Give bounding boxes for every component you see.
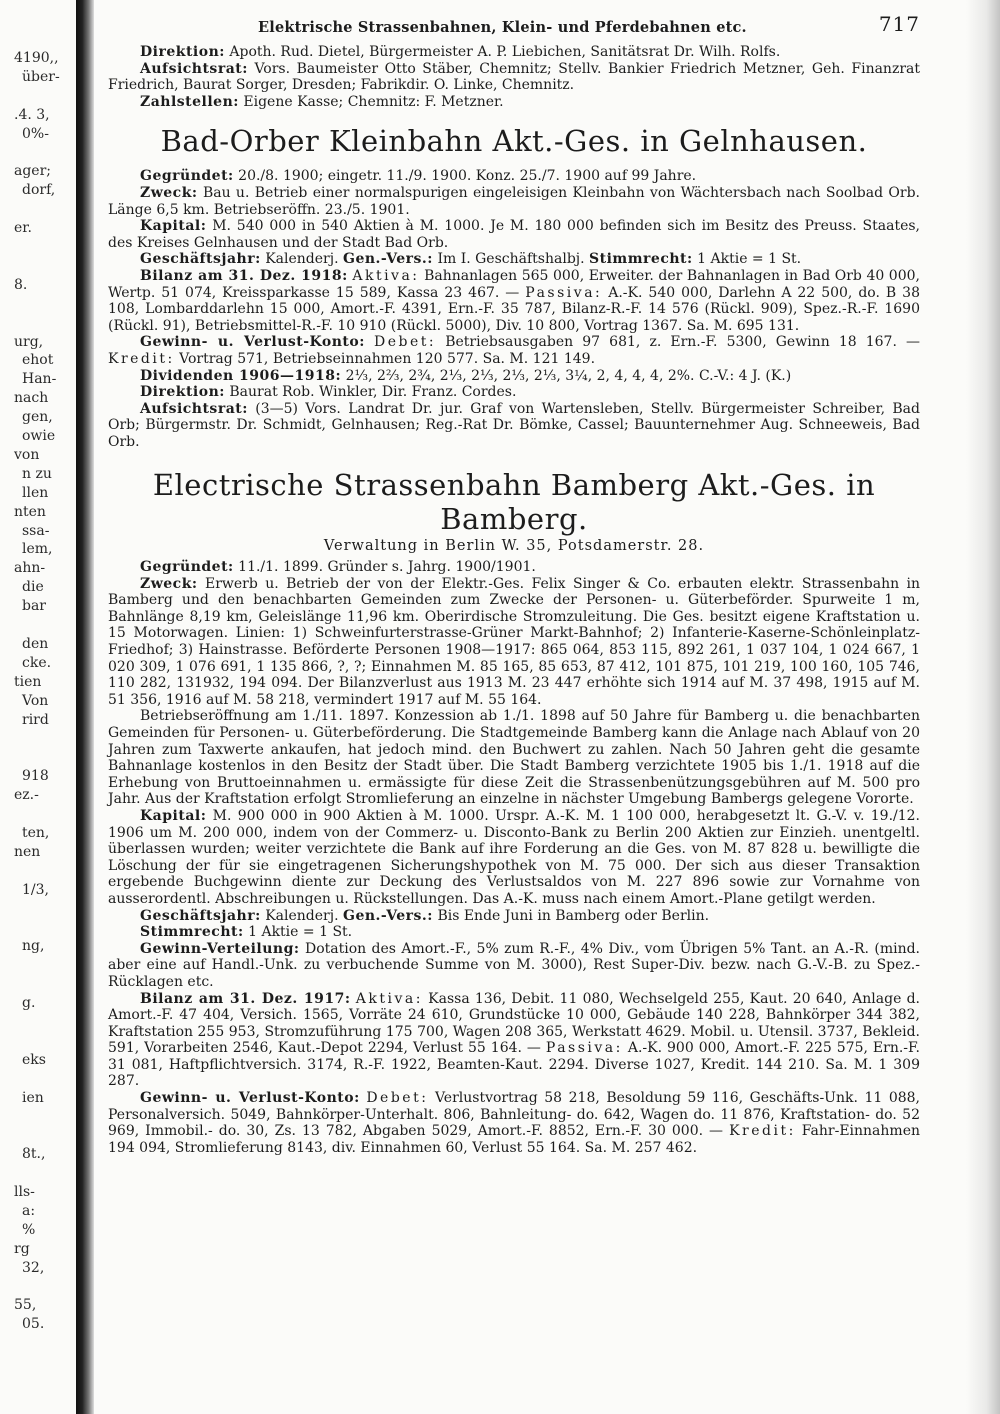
gen-vers-label: Gen.-Vers.: [342, 907, 433, 924]
margin-fragment: bar [22, 598, 47, 615]
margin-fragment: rg [14, 1240, 30, 1257]
kredit-text: Vortrag 571, Betriebseinnahmen 120 577. Sa. M. 121 149. [179, 350, 596, 367]
gegruendet-label: Gegründet: [140, 559, 234, 576]
direktion-label: Direktion: [140, 44, 225, 60]
debet-text: Verlustvortrag 58 218, Besoldung 59 116, Geschäfts-Unk. 11 088, Personalversich. 5049, Bahnkörper-Unterhalt. 806, Bahnleitung- do. 642, Wagen do. 11 876, Kraftstation- do. 52 969, Immobil.- do. 30, Zs. 13 782, Abgaben 5029, Amort.-F. 8852, Ern.-F. 30 000. — [108, 1090, 920, 1140]
kapital-label: Kapital: [140, 218, 207, 235]
margin-fragment: ten, [22, 824, 50, 841]
gewinn-verlust-label: Gewinn- u. Verlust-Konto: [140, 1090, 360, 1107]
margin-fragment: dorf, [22, 182, 56, 199]
direktion-label: Direktion: [140, 384, 225, 401]
passiva-text: A.-K. 900 000, Amort.-F. 225 575, Ern.-F. 31 081, Haftpflichtversich. 3174, R.-F. 1922, Beamten-Kaut. 2294. Diverse 1027, Kredit. 144 210. Sa. M. 1 309 287. [108, 1040, 921, 1090]
margin-fragment: lls- [14, 1184, 35, 1200]
margin-fragment: ahn- [14, 560, 46, 577]
geschaeftsjahr-text: Kalenderj. [265, 251, 339, 268]
facing-page-margin [0, 0, 72, 1414]
geschaeftsjahr-label: Geschäftsjahr: [140, 251, 261, 268]
aufsichtsrat-label: Aufsichtsrat: [140, 400, 248, 417]
margin-fragment: rird [22, 711, 49, 728]
kapital-text: M. 900 000 in 900 Aktien à M. 1000. Urspr. A.-K. M. 1 100 000, herabgesetzt lt. G.-V. v. 19./12. 1906 um M. 200 000, indem von der Commerz- u. Disconto-Bank zu Berlin 200 Aktien zur Einzieh. unentgeltl. überlassen wurden; weiter verzichtete die Bank auf ihre Forderung an die Ges. von M. 87 828 u. bewilligte die Löschung der für sie eingetragenen Sicherungshypothek von M. 75 000. Der sich aus dieser Transaktion ergebende Buchgewinn diente zur Deckung des Verlustsaldos von M. 227 896 sowie zur Vornahme von ausserordentl. Abschreibungen u. Rückstellungen. Das A.-K. muss nach einem Amort.-Plane getilgt werden. [108, 807, 921, 907]
margin-fragment: .4. 3, [14, 106, 50, 123]
company-entry-bad-orber [108, 168, 920, 450]
debet-text: Betriebsausgaben 97 681, z. Ern.-F. 5300, Gewinn 18 167. — [445, 334, 921, 351]
margin-fragment: den [22, 635, 49, 652]
aufsichtsrat-text: (3—5) Vors. Landrat Dr. jur. Graf von Wartensleben, Stellv. Bürgermeister Schreiber, Bad Orb; Bürgermstr. Dr. Schmidt, Gelnhausen; Reg.-Rat Dr. Bömke, Cassel; Bauunternehmer Aug. Schneeweis, Bad Orb. [108, 400, 920, 450]
zahlstellen-label: Zahlstellen: [140, 93, 239, 110]
passiva-label: Passiva: [545, 1040, 623, 1057]
company-title-bad-orber: Bad-Orber Kleinbahn Akt.-Ges. in Gelnhausen. [160, 124, 868, 159]
zweck-label: Zweck: [140, 184, 198, 201]
margin-fragment: ehot [22, 352, 54, 369]
margin-fragment: über- [22, 68, 60, 85]
zahlstellen-text: Eigene Kasse; Chemnitz: F. Metzner. [243, 93, 504, 110]
margin-fragment: ien [22, 1089, 44, 1106]
margin-fragment: Han- [22, 371, 57, 388]
stimmrecht-text: 1 Aktie = 1 St. [248, 924, 353, 941]
gen-vers-label: Gen.-Vers.: [342, 251, 433, 268]
running-title: Elektrische Strassenbahnen, Klein- und Pferdebahnen etc. [258, 19, 747, 36]
kredit-label: Kredit: [729, 1123, 796, 1140]
margin-fragment: von [14, 446, 40, 463]
margin-fragment: ez.- [14, 787, 39, 804]
margin-fragment: 0%- [22, 125, 49, 142]
gen-vers-text: Im I. Geschäftshalbj. [437, 251, 585, 268]
stimmrecht-text: 1 Aktie = 1 St. [697, 251, 802, 268]
margin-fragment: 1/3, [22, 881, 49, 898]
page-number: 717 [878, 12, 920, 36]
company-entry-bamberg [108, 559, 920, 1156]
geschaeftsjahr-text: Kalenderj. [265, 907, 339, 924]
margin-fragment: Von [22, 692, 49, 709]
gewinn-verteilung-text: Dotation des Amort.-F., 5% zum R.-F., 4% Div., vom Übrigen 5% Tant. an A.-R. (mind. aber eine auf Handl.-Unk. zu verbuchende Summe von M. 3000), Rest Super-Div. bezw. nach G.-V.-B. zu Spez.-Rücklagen etc. [108, 940, 921, 990]
kapital-text: M. 540 000 in 540 Aktien à M. 1000. Je M. 180 000 befinden sich im Besitz des Preuss. Staates, des Kreises Gelnhausen und der Stadt Bad Orb. [108, 218, 920, 251]
margin-fragment: 8t., [22, 1146, 46, 1163]
margin-fragment: ssa- [22, 522, 50, 539]
direktion-text: Apoth. Rud. Dietel, Bürgermeister A. P. Liebichen, Sanitätsrat Dr. Wilh. Rolfs. [229, 44, 781, 60]
stimmrecht-label: Stimmrecht: [140, 924, 244, 941]
gewinn-verteilung-label: Gewinn-Verteilung: [140, 940, 300, 957]
aufsichtsrat-text: Vors. Baumeister Otto Stäber, Chemnitz; Stellv. Bankier Friedrich Metzner, Geh. Finanzrat Friedrich, Baurat Sorger, Dresden; Fabrikdir. O. Linke, Chemnitz. [108, 60, 920, 94]
page-header [108, 14, 920, 44]
zweck-label: Zweck: [140, 575, 198, 592]
page-edge-shadow [966, 0, 1000, 1414]
margin-fragment: cke. [22, 654, 52, 671]
passiva-text: A.-K. 540 000, Darlehn A 22 500, do. B 38 108, Lombarddarlehn 15 000, Amort.-F. 4391, Ern.-F. 35 787, Bilanz-R.-F. 14 576 (Rückl. 909), Spez.-R.-F. 1690 (Rückl. 91), Betriebsmittel-R.-F. 10 910 (Rückl. 5000), Div. 10 800, Vortrag 1367. Sa. M. 695 131. [108, 284, 920, 334]
previous-entry-tail [108, 44, 920, 110]
aufsichtsrat-label: Aufsichtsrat: [140, 60, 248, 77]
kredit-text: Fahr-Einnahmen 194 094, Stromlieferung 8143, div. Einnahmen 60, Verlust 55 164. Sa. M. 257 462. [108, 1123, 921, 1156]
margin-fragment: 32, [22, 1259, 45, 1276]
kredit-label: Kredit: [108, 350, 175, 367]
margin-fragment: 8. [14, 276, 28, 293]
gen-vers-text: Bis Ende Juni in Bamberg oder Berlin. [437, 907, 710, 924]
zweck-text: Bau u. Betrieb einer normalspurigen eingeleisigen Kleinbahn von Wächtersbach nach Soolbad Orb. Länge 6,5 km. Betriebseröffn. 23./5. 1901. [108, 184, 921, 218]
margin-fragment: % [22, 1221, 36, 1238]
company-title-bamberg: Electrische Strassenbahn Bamberg Akt.-Ges. in Bamberg. [152, 468, 876, 537]
margin-fragment: eks [22, 1051, 46, 1068]
kapital-label: Kapital: [140, 807, 207, 824]
margin-fragment: nach [14, 390, 49, 407]
margin-fragment: owie [22, 428, 56, 444]
bilanz-label: Bilanz am 31. Dez. 1918: [140, 267, 348, 284]
margin-fragment: tien [14, 673, 42, 690]
margin-fragment: nten [14, 503, 46, 520]
margin-fragment: lem, [22, 541, 53, 558]
aktiva-text: Kassa 136, Debit. 11 080, Wechselgeld 255, Kaut. 20 640, Anlage d. Amort.-F. 47 404, Versich. 1565, Vorräte 24 610, Grundstücke 10 000, Gebäude 140 228, Bahnkörper 344 382, Kraftstation 255 953, Stromzuführung 175 700, Wagen 208 365, Werkstatt 4629. Mobil. u. Utensil. 3737, Bekleid. 591, Vorarbeiten 2546, Kaut.-Depot 2294, Verlust 55 164. — [108, 990, 921, 1057]
margin-fragment: 4190,, [14, 50, 59, 66]
gegruendet-text: 20./8. 1900; eingetr. 11./9. 1900. Konz. 25./7. 1900 auf 99 Jahre. [238, 168, 697, 185]
zweck-text: Erwerb u. Betrieb der von der Elektr.-Ges. Felix Singer & Co. erbauten elektr. Strassenbahn in Bamberg und den benachbarten Gemeinden zum Zwecke der Personen- u. Güterbeförder. Spurweite 1 m, Bahnlänge 8,19 km, Geleislänge 11,96 km. Oberirdische Stromzuleitung. Die Ges. besitzt eigene Kraftstation u. 15 Motorwagen. Linien: 1) Schweinfurterstrasse-Grüner Markt-Bahnhof; 2) Infanterie-Kaserne-Schönleinplatz-Friedhof; 3) Hainstrasse. Beförderte Personen 1908—1917: 865 064, 853 115, 892 261, 1 037 104, 1 024 667, 1 020 309, 1 076 691, 1 135 866, ?, ?; Einnahmen M. 85 165, 85 653, 87 412, 101 875, 101 219, 100 160, 105 746, 110 282, 131932, 194 094. Der Bilanzverlust aus 1913 M. 23 447 erhöhte sich 1914 auf M. 37 498, 1915 auf M. 51 356, 1916 auf M. 58 218, vermindert 1917 auf M. 55 164. [108, 575, 920, 708]
direktion-text: Baurat Rob. Winkler, Dir. Franz. Cordes. [229, 384, 517, 401]
stimmrecht-label: Stimmrecht: [589, 251, 693, 268]
margin-fragment: die [22, 579, 44, 596]
company-subtitle-bamberg: Verwaltung in Berlin W. 35, Potsdamerstr. 28. [323, 538, 705, 555]
bilanz-label: Bilanz am 31. Dez. 1917: [140, 990, 351, 1007]
aktiva-label: Aktiva: [355, 990, 423, 1007]
gewinn-verlust-label: Gewinn- u. Verlust-Konto: [140, 334, 365, 351]
margin-fragment: urg, [14, 333, 44, 350]
konzession-text: Betriebseröffnung am 1./11. 1897. Konzession ab 1./1. 1898 auf 50 Jahre für Bamberg u. die benachbarten Gemeinden für Personen- u. Güterbeförderung. Die Stadtgemeinde Bamberg kann die Anlage nach Ablauf von 20 Jahren zum Taxwerte ankaufen, hat jedoch mind. den Buchwert zu zahlen. Nach 50 Jahren geht die gesamte Bahnanlage kostenlos in den Besitz der Stadt über. Die Stadt Bamberg verzichtete 1905 bis 1./1. 1918 auf die Erhebung von Bruttoeinnahmen u. ermässigte für diese Zeit die Strassenbenützungsgebühren auf M. 500 pro Jahr. Aus der Kraftstation erfolgt Stromlieferung an einzelne in nächster Umgebung Bambergs gelegene Vororte. [108, 708, 920, 808]
dividenden-text: 2⅓, 2⅔, 2¾, 2⅓, 2⅓, 2⅓, 2⅓, 3¼, 2, 4, 4, 4, 2%. C.-V.: 4 J. (K.) [345, 367, 792, 384]
gegruendet-text: 11./1. 1899. Gründer s. Jahrg. 1900/1901. [238, 559, 536, 576]
page-gutter-shadow [76, 0, 94, 1414]
page-content [108, 14, 920, 1156]
geschaeftsjahr-label: Geschäftsjahr: [140, 907, 261, 924]
aktiva-text: Bahnanlagen 565 000, Erweiter. der Bahnanlagen in Bad Orb 40 000, Wertp. 51 074, Kreissparkasse 15 589, Kassa 23 467. — [108, 267, 920, 301]
margin-fragment: a: [22, 1202, 36, 1219]
dividenden-label: Dividenden 1906—1918: [140, 367, 342, 384]
margin-fragment: 05. [22, 1316, 45, 1333]
margin-fragment: nen [14, 843, 41, 860]
passiva-label: Passiva: [525, 284, 603, 301]
margin-fragment: ager; [14, 163, 52, 180]
margin-fragment: g. [22, 995, 36, 1011]
debet-label: Debet: [374, 334, 437, 351]
margin-fragment: gen, [22, 409, 53, 426]
margin-fragment: ng, [22, 938, 45, 955]
margin-fragment: n zu [22, 465, 52, 482]
gegruendet-label: Gegründet: [140, 168, 234, 185]
debet-label: Debet: [366, 1090, 429, 1107]
margin-fragment: llen [22, 484, 49, 501]
margin-fragment: er. [14, 220, 32, 237]
aktiva-label: Aktiva: [352, 267, 420, 284]
margin-fragment: 918 [22, 768, 49, 785]
margin-fragment: 55, [14, 1297, 37, 1314]
